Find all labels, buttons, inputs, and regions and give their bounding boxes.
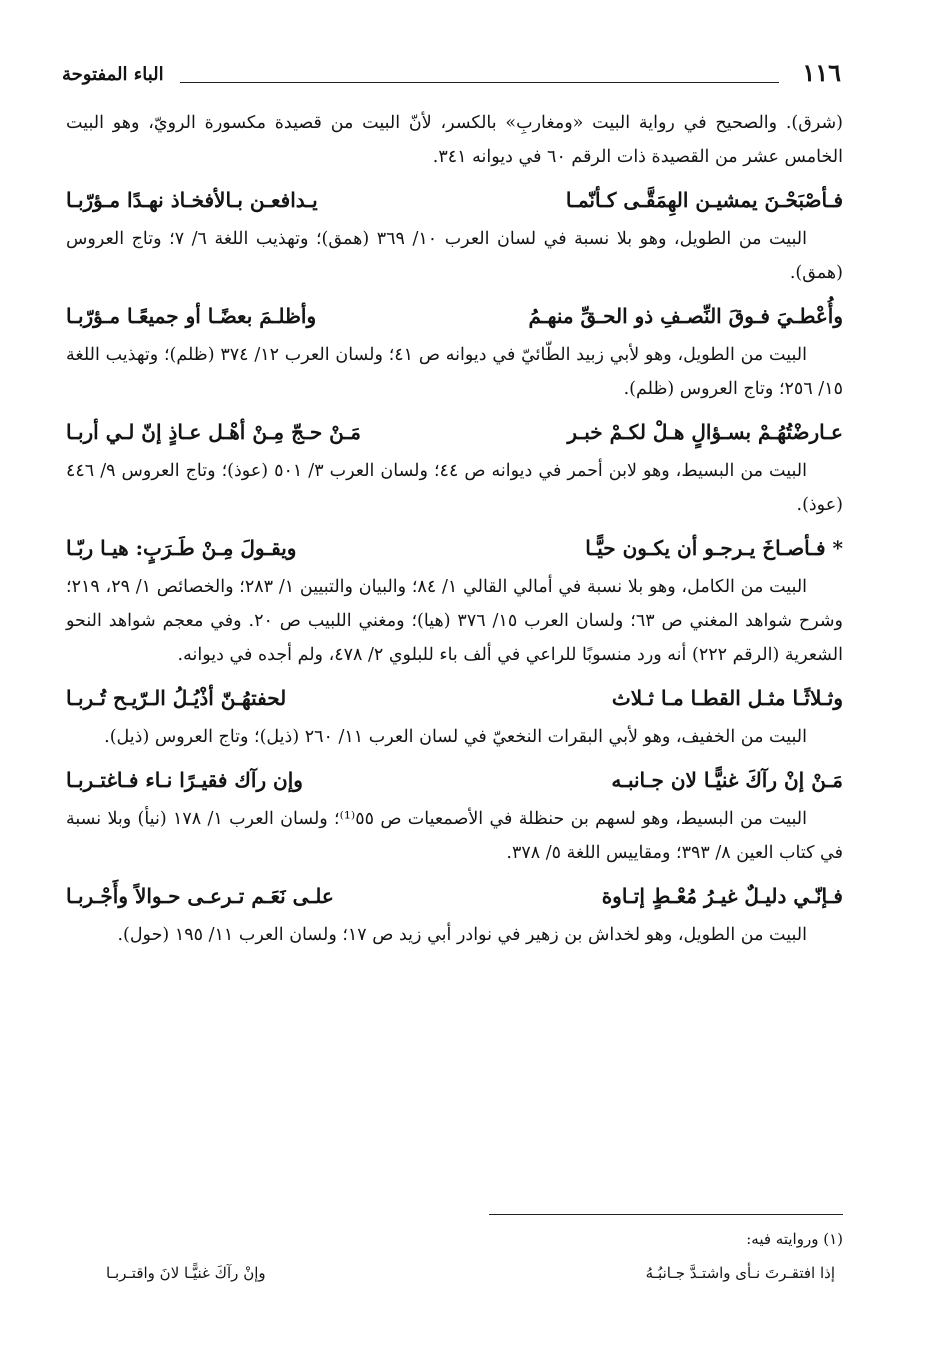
footnotes	[66, 1224, 843, 1288]
verse-commentary: البيت من الكامل، وهو بلا نسبة في أمالي القالي ١/ ٨٤؛ والبيان والتبيين ١/ ٢٨٣؛ والخصائص ١/ ٢٩، ٢١٩؛ وشرح شواهد المغني ص ٦٣؛ ولسان العرب ١٥/ ٣٧٦ (هيا)؛ ومغني اللبيب ص ٢٠. وفي معجم شواهد النحو الشعرية (الرقم ٢٢٢) أنه ورد منسوبًا للراعي في ألف باء للبلوي ٢/ ٤٧٨، ولم أجده في ديوانه.	[66, 577, 843, 665]
verse-line	[66, 760, 843, 800]
running-head: الباء المفتوحة	[62, 64, 164, 85]
verse-first-hemistich: * فـأصـاخَ يـرجـو أن يكـون حيًّـا	[585, 536, 843, 560]
verse-commentary: البيت من الطويل، وهو بلا نسبة في لسان العرب ١٠/ ٣٦٩ (همق)؛ وتهذيب اللغة ٦/ ٧؛ وتاج العروس (همق).	[66, 229, 843, 283]
verse-second-hemistich: ويقـولَ مِـنْ طَـرَبٍ: هيـا ربّـا	[66, 536, 297, 560]
verse-line	[66, 180, 843, 220]
verse-line	[66, 412, 843, 452]
paragraph: (شرق). والصحيح في رواية البيت «ومغاربِ» بالكسر، لأنّ البيت من قصيدة مكسورة الرويّ، وهو البيت الخامس عشر من القصيدة ذات الرقم ٦٠ في ديوانه ٣٤١.	[66, 113, 843, 167]
footnote-text: (١) وروايته فيه:	[746, 1230, 843, 1248]
page-header	[62, 58, 841, 92]
footnote-verse-second-hemistich: وإنْ رآكَ غنيًّـا لانَ واقتـربـا	[106, 1264, 266, 1282]
verse-line	[66, 296, 843, 336]
footnote-verse	[66, 1258, 843, 1288]
verse-second-hemistich: وأظلـمَ بعضًـا أو جميعًـا مـؤرّبـا	[66, 304, 317, 328]
verse-line	[66, 876, 843, 916]
verse-line	[66, 528, 843, 568]
verse-second-hemistich: مَـنْ حـجّ مِـنْ أهْـل عـاذٍ إنّ لـي أربـا	[66, 420, 361, 444]
verse-second-hemistich: وإن رآك فقيـرًا نـاء فـاغتـربـا	[66, 768, 303, 792]
verse-commentary: البيت من البسيط، وهو لسهم بن حنظلة في الأصمعيات ص ٥٥⁽¹⁾؛ ولسان العرب ١/ ١٧٨ (نيأ) وبلا نسبة في كتاب العين ٨/ ٣٩٣؛ ومقاييس اللغة ٥/ ٣٧٨.	[66, 809, 843, 863]
page-number: ١١٦	[802, 58, 841, 87]
footnote-verse-first-hemistich: إذا افتقـرتَ نـأى واشتـدَّ جـانبُـهُ	[645, 1264, 835, 1282]
verse-first-hemistich: وثـلاثًـا مثـل القطـا مـا ثـلاث	[611, 686, 843, 710]
verse-first-hemistich: عـارضْتُهُـمْ بسـؤالٍ هـلْ لكـمْ خبـر	[567, 420, 843, 444]
verse-commentary: البيت من الطويل، وهو لخداش بن زهير في نوادر أبي زيد ص ١٧؛ ولسان العرب ١١/ ١٩٥ (حول).	[117, 925, 807, 945]
verse-first-hemistich: مَـنْ إنْ رآكَ غنيًّـا لان جـانبـه	[611, 768, 843, 792]
verse-first-hemistich: فـأصْبَحْـنَ يمشيـن الهِمَقَّـى كـأنّمـا	[565, 188, 843, 212]
verse-first-hemistich: فـإنّـي دليـلٌ غيـرُ مُعْـطٍ إتـاوة	[601, 884, 843, 908]
verse-line	[66, 678, 843, 718]
verse-second-hemistich: يـدافعـن بـالأفخـاذ نهـدًا مـؤرّبـا	[66, 188, 318, 212]
footnote-rule	[489, 1214, 843, 1215]
verse-commentary: البيت من الخفيف، وهو لأبي البقرات النخعيّ في لسان العرب ١١/ ٢٦٠ (ذيل)؛ وتاج العروس (ذيل).	[104, 727, 807, 747]
header-rule	[180, 82, 779, 83]
main-text	[66, 106, 843, 952]
verse-second-hemistich: لحفتهُـنّ أذْيُـلُ الـرّيـح تُـربـا	[66, 686, 287, 710]
verse-second-hemistich: علـى نَعَـم تـرعـى حـوالاً وأَجْـربـا	[66, 884, 334, 908]
verse-commentary: البيت من البسيط، وهو لابن أحمر في ديوانه ص ٤٤؛ ولسان العرب ٣/ ٥٠١ (عوذ)؛ وتاج العروس ٩/ ٤٤٦ (عوذ).	[66, 461, 843, 515]
verse-first-hemistich: وأُعْطـيَ فـوقَ النِّصـفِ ذو الحـقِّ منهـمُ	[528, 304, 843, 328]
verse-commentary: البيت من الطويل، وهو لأبي زبيد الطّائيّ في ديوانه ص ٤١؛ ولسان العرب ١٢/ ٣٧٤ (ظلم)؛ وتهذيب اللغة ١٥/ ٢٥٦؛ وتاج العروس (ظلم).	[66, 345, 843, 399]
